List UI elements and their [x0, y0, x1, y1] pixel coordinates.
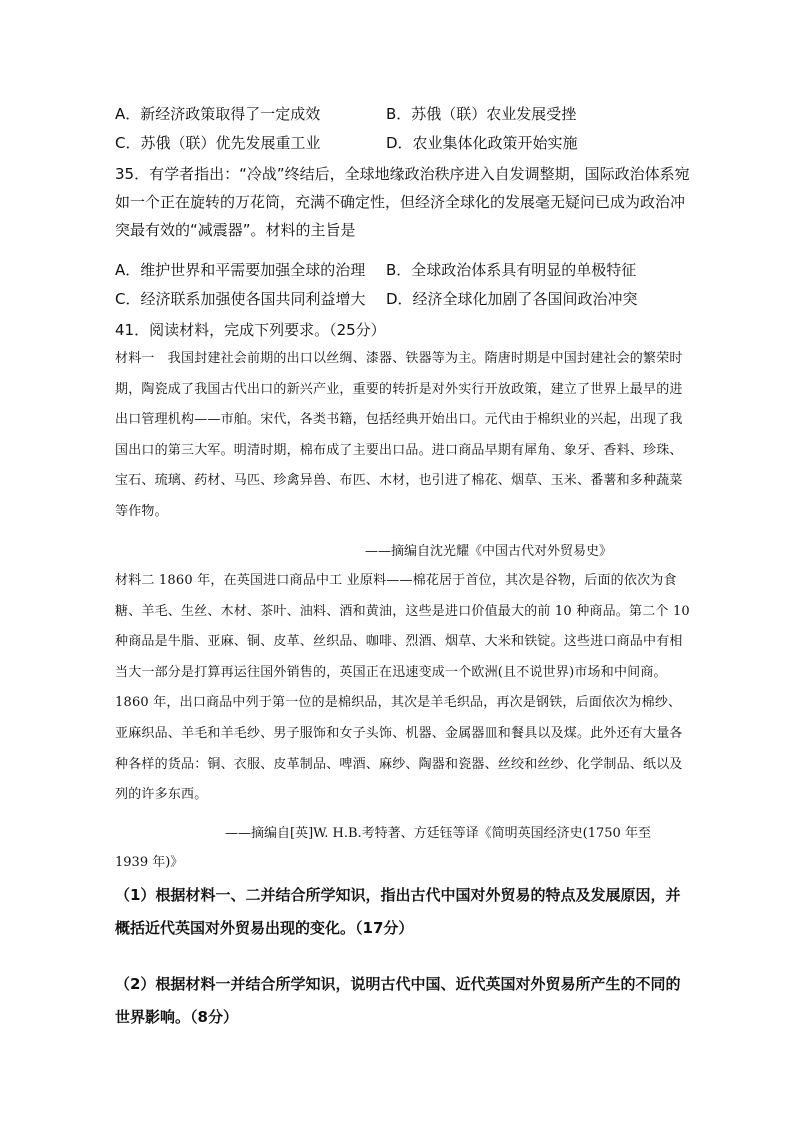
question-41-part-2: （2）根据材料一并结合所学知识，说明古代中国、近代英国对外贸易所产生的不同的世界影响。（8分） — [115, 975, 681, 1026]
q35-options-row-1 — [115, 259, 715, 287]
material-1: 材料一 我国封建社会前期的出口以丝绸、漆器、铁器等为主。隋唐时期是中国封建社会的繁荣时期，陶瓷成了我国古代出口的新兴产业，重要的转折是对外实行开放政策，建立了世界上最早的进出口管理机构——市舶。宋代，各类书籍，包括经典开始出口。元代由于棉织业的兴起，出现了我国出口的第三大军。明清时期，棉布成了主要出口品。进口商品早期有犀角、象牙、香料、珍珠、宝石、琉璃、药材、马匹、珍禽异兽、布匹、木材，也引进了棉花、烟草、玉米、番薯和多种蔬菜等作物。 — [115, 351, 683, 519]
q35-option-a[interactable]: A．维护世界和平需要加强全球的治理 — [115, 261, 366, 279]
q35-options-row-2 — [115, 288, 715, 316]
q34-options-row-2 — [115, 132, 715, 160]
q34-option-a[interactable]: A．新经济政策取得了一定成效 — [115, 105, 321, 123]
q34-option-d[interactable]: D．农业集体化政策开始实施 — [386, 134, 578, 152]
q35-option-d[interactable]: D．经济全球化加剧了各国间政治冲突 — [386, 290, 638, 308]
q35-stem: 35．有学者指出：“冷战”终结后，全球地缘政治秩序进入自发调整期，国际政治体系宛如一个正在旋转的万花筒，充满不确定性，但经济全球化的发展毫无疑问已成为政治冲突最有效的“减震器”。材料的主旨是 — [115, 165, 690, 239]
material-2-source: ——摘编自[英]W. H.B.考特著、方廷钰等译《简明英国经济史(1750 年至 — [225, 826, 651, 841]
q34-options-row-1 — [115, 103, 715, 131]
q41-intro: 41．阅读材料，完成下列要求。（25分） — [115, 321, 386, 339]
material-1-source: ——摘编自沈光耀《中国古代对外贸易史》 — [365, 544, 613, 559]
material-2: 材料二 1860 年，在英国进口商品中工 业原料——棉花居于首位，其次是谷物，后面的依次为食糖、羊毛、生丝、木材、茶叶、油料、酒和黄油，这些是进口价值最大的前 10 种商品。第二个 10 种商品是牛脂、亚麻、铜、皮革、丝织品、咖啡、烈酒、烟草、大米和铁锭。这些进口商品中有相当大一部分是打算再运往国外销售的，英国正在迅速变成一个欧洲(且不说世界)市场和中间商。1860 年，出口商品中列于第一位的是棉织品，其次是羊毛织品，再次是钢铁，后面依次为棉纱、亚麻织品、羊毛和羊毛纱、男子服饰和女子头饰、机器、金属器皿和餐具以及煤。此外还有大量各种各样的货品：铜、衣服、皮革制品、啤酒、麻纱、陶器和瓷器、丝绞和丝纱、化学制品、纸以及列的许多东西。 — [115, 573, 690, 803]
material-2-source-cont: 1939 年)》 — [115, 855, 184, 870]
q35-option-c[interactable]: C．经济联系加强使各国共同利益增大 — [115, 290, 366, 308]
q34-option-b[interactable]: B．苏俄（联）农业发展受挫 — [386, 105, 577, 123]
question-41-part-1: （1）根据材料一、二并结合所学知识，指出古代中国对外贸易的特点及发展原因，并概括近代英国对外贸易出现的变化。（17分） — [115, 886, 681, 937]
q35-option-b[interactable]: B．全球政治体系具有明显的单极特征 — [386, 261, 637, 279]
q34-option-c[interactable]: C．苏俄（联）优先发展重工业 — [115, 134, 321, 152]
